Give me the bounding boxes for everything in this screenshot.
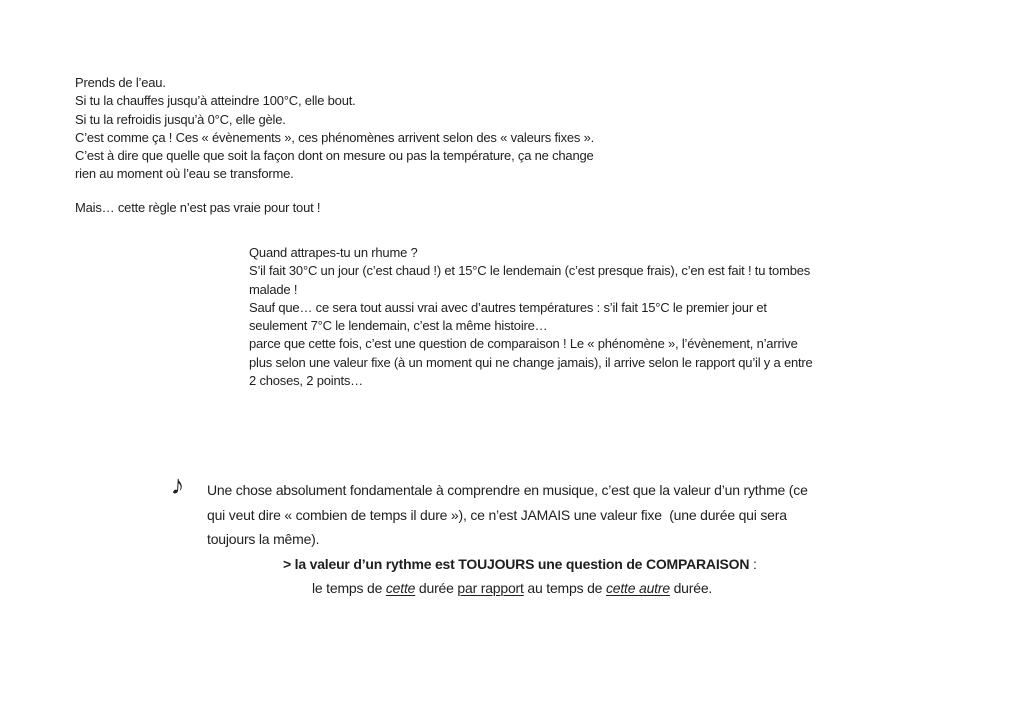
- comparison-text: le temps de: [312, 580, 386, 596]
- text-line: Prends de l’eau.: [75, 75, 166, 90]
- text-line: Quand attrapes-tu un rhume ?: [249, 245, 418, 260]
- text-line: Mais… cette règle n’est pas vraie pour tout !: [75, 200, 321, 215]
- text-line: C’est à dire que quelle que soit la façon dont on mesure ou pas la température, ça ne change: [75, 148, 594, 164]
- text-line: malade !: [249, 281, 298, 297]
- text-line: C’est comme ça ! Ces « évènements », ces phénomènes arrivent selon des « valeurs fixes ».: [75, 129, 595, 145]
- rule-statement: [283, 552, 808, 577]
- text-line: S’il fait 30°C un jour (c’est chaud !) et 15°C le lendemain (c’est presque frais), c’en est fait ! tu tombes: [249, 263, 811, 279]
- rhume-paragraph: [249, 244, 813, 390]
- text-line: Si tu la chauffes jusqu’à atteindre 100°C, elle bout.: [75, 93, 356, 109]
- text-line: Si tu la refroidis jusqu’à 0°C, elle gèle.: [75, 111, 286, 127]
- rule-colon: :: [749, 555, 757, 572]
- eighth-note-icon: ♪: [170, 469, 186, 501]
- comparison-emphasis-par-rapport: par rapport: [457, 580, 524, 596]
- comparison-text: durée: [415, 580, 458, 596]
- text-line: seulement 7°C le lendemain, c’est la même histoire…: [249, 318, 548, 334]
- music-rule-paragraph: [207, 478, 808, 601]
- text-line: Sauf que… ce sera tout aussi vrai avec d’autres températures : s’il fait 15°C le premier jour et: [249, 299, 767, 315]
- text-line: 2 choses, 2 points…: [249, 373, 363, 389]
- transition-paragraph: [75, 199, 320, 217]
- text-line: toujours la même).: [207, 531, 320, 547]
- text-line: rien au moment où l’eau se transforme.: [75, 166, 294, 182]
- comparison-text: au temps de: [523, 580, 606, 596]
- rule-bold-text: > la valeur d’un rythme est TOUJOURS une question de COMPARAISON: [283, 555, 750, 572]
- comparison-statement: [312, 576, 808, 601]
- comparison-text: durée.: [669, 580, 713, 596]
- comparison-emphasis-cette-autre: cette autre: [605, 580, 670, 596]
- text-line: plus selon une valeur fixe (à un moment qui ne change jamais), il arrive selon le rapport qu’il y a entre: [249, 354, 813, 370]
- text-line: parce que cette fois, c’est une question de comparaison ! Le « phénomène », l’évènement, n’arrive: [249, 336, 798, 352]
- intro-paragraph: [75, 74, 594, 184]
- comparison-emphasis-cette: cette: [385, 580, 416, 596]
- text-line: Une chose absolument fondamentale à comprendre en musique, c’est que la valeur d’un rythme (ce: [207, 482, 808, 498]
- text-line: qui veut dire « combien de temps il dure »), ce n’est JAMAIS une valeur fixe (une durée qui sera: [207, 506, 787, 523]
